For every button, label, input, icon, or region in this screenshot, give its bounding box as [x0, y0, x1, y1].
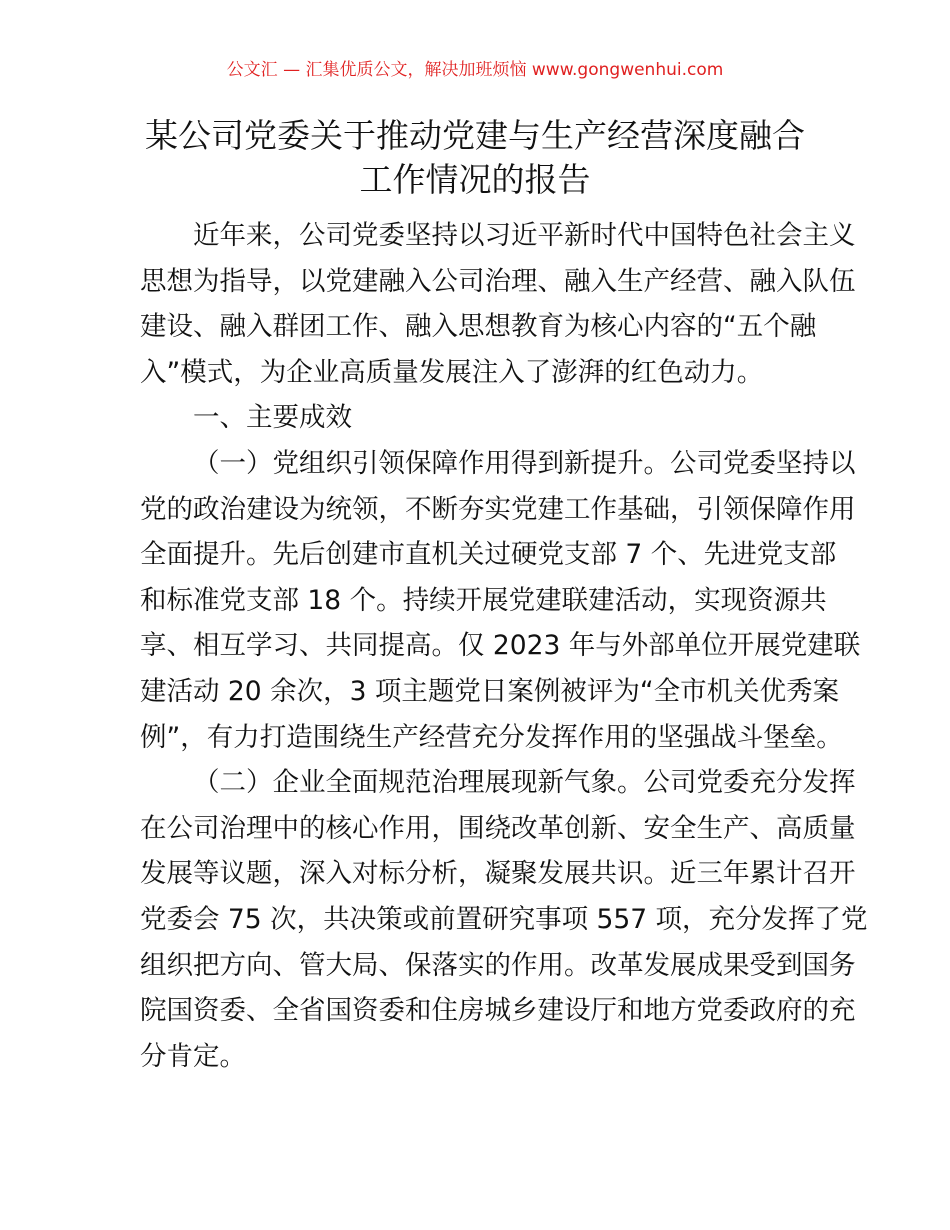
- text-line: 党委会 75 次，共决策或前置研究事项 557 项，充分发挥了党: [140, 903, 868, 935]
- text-line: 发展等议题，深入对标分析，凝聚发展共识。近三年累计召开: [140, 858, 856, 890]
- text-line: 近年来，公司党委坚持以习近平新时代中国特色社会主义: [193, 220, 856, 251]
- document-title: [0, 114, 950, 202]
- text-line: 建活动 20 余次，3 项主题党日案例被评为“全市机关优秀案: [140, 675, 840, 707]
- text-line: 和标准党支部 18 个。持续开展党建联建活动，实现资源共: [140, 584, 827, 616]
- title-line: 工作情况的报告: [359, 160, 591, 199]
- text-line: 例”，有力打造围绕生产经营充分发挥作用的坚强战斗堡垒。: [140, 721, 843, 753]
- text-line: （二）企业全面规范治理展现新气象。公司党委充分发挥: [193, 767, 856, 799]
- text-line: 享、相互学习、共同提高。仅 2023 年与外部单位开展党建联: [140, 630, 861, 662]
- title-line: 某公司党委关于推动党建与生产经营深度融合: [145, 116, 805, 155]
- text-line: 在公司治理中的核心作用，围绕改革创新、安全生产、高质量: [140, 812, 856, 844]
- paragraph: [140, 441, 861, 760]
- text-line: 建设、融入群团工作、融入思想教育为核心内容的“五个融: [140, 311, 817, 343]
- text-line: 入”模式，为企业高质量发展注入了澎湃的红色动力。: [140, 356, 764, 388]
- text-line: 一、主要成效: [193, 402, 352, 434]
- text-line: 党的政治建设为统领，不断夯实党建工作基础，引领保障作用: [140, 493, 856, 525]
- paragraph: [140, 213, 856, 395]
- document-body: [140, 213, 868, 1079]
- paragraph: [140, 760, 868, 1079]
- text-line: 组织把方向、管大局、保落实的作用。改革发展成果受到国务: [140, 949, 856, 981]
- text-line: 思想为指导，以党建融入公司治理、融入生产经营、融入队伍: [140, 265, 856, 297]
- text-line: （一）党组织引领保障作用得到新提升。公司党委坚持以: [193, 447, 856, 479]
- text-line: 院国资委、全省国资委和住房城乡建设厅和地方党委政府的充: [140, 995, 856, 1027]
- text-line: 分肯定。: [140, 1040, 246, 1072]
- section-heading: [140, 395, 815, 441]
- text-line: 全面提升。先后创建市直机关过硬党支部 7 个、先进党支部: [140, 539, 837, 571]
- watermark-header: 公文汇 — 汇集优质公文，解决加班烦恼 www.gongwenhui.com: [226, 60, 724, 80]
